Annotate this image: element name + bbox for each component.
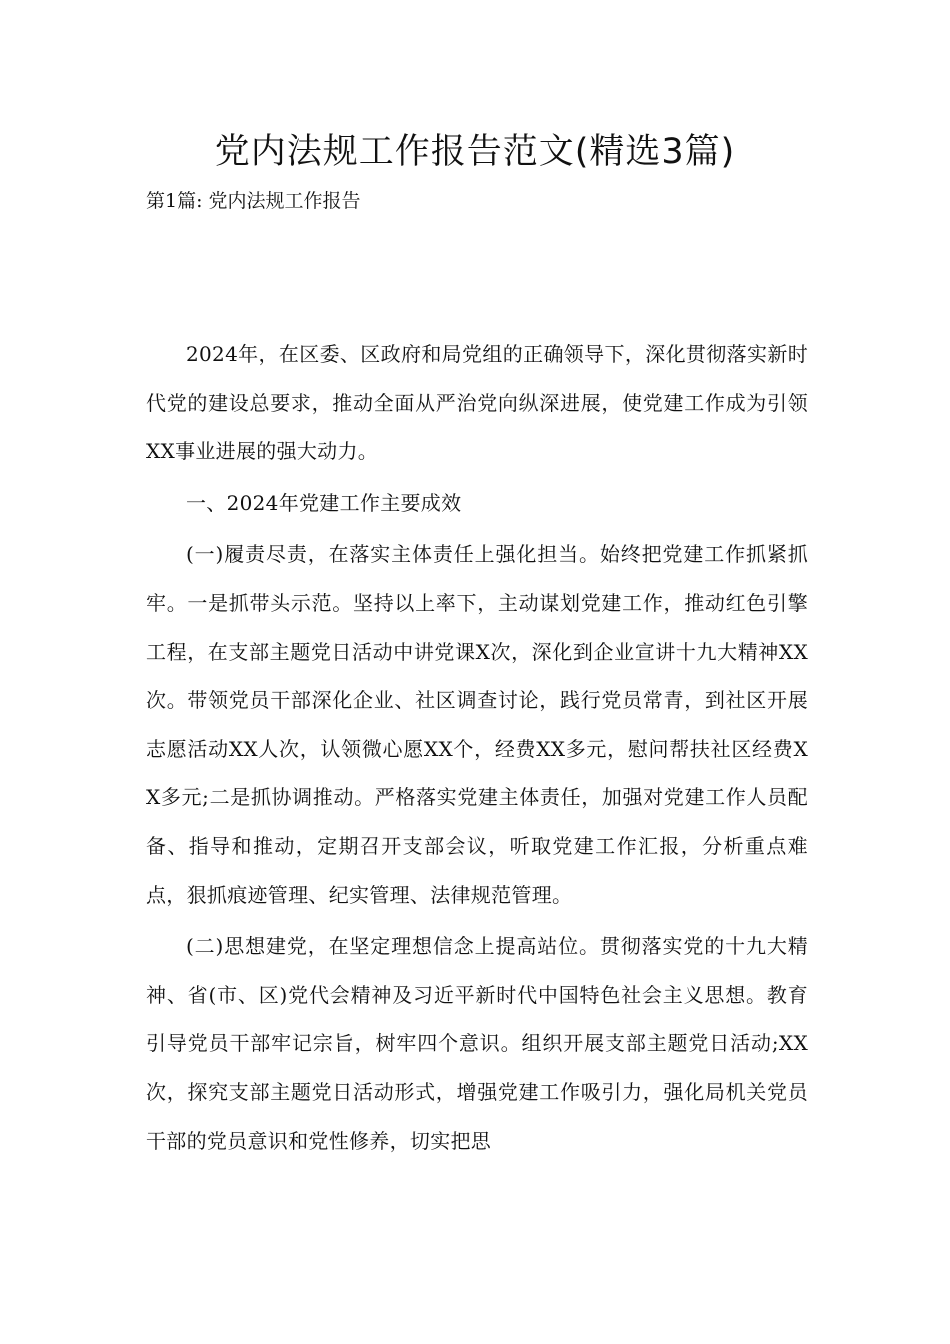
- paragraph-intro: 2024年，在区委、区政府和局党组的正确领导下，深化贯彻落实新时代党的建设总要求，推动全面从严治党向纵深进展，使党建工作成为引领XX事业进展的强大动力。: [146, 342, 808, 464]
- section-heading: 一、2024年党建工作主要成效: [186, 490, 462, 515]
- paragraph-subsection-1: (一)履责尽责，在落实主体责任上强化担当。始终把党建工作抓紧抓牢。一是抓带头示范。坚持以上率下，主动谋划党建工作，推动红色引擎工程，在支部主题党日活动中讲党课X次，深化到企业宣讲十九大精神XX次。带领党员干部深化企业、社区调查讨论，践行党员常青，到社区开展志愿活动XX人次，认领微心愿XX个，经费XX多元，慰问帮扶社区经费XX多元;二是抓协调推动。严格落实党建主体责任，加强对党建工作人员配备、指导和推动，定期召开支部会议，听取党建工作汇报，分析重点难点，狠抓痕迹管理、纪实管理、法律规范管理。: [146, 542, 808, 907]
- section-subtitle: 第1篇: 党内法规工作报告: [146, 190, 361, 212]
- document-title: 党内法规工作报告范文(精选3篇): [214, 132, 736, 172]
- paragraph-subsection-2: (二)思想建党，在坚定理想信念上提高站位。贯彻落实党的十九大精神、省(市、区)党代会精神及习近平新时代中国特色社会主义思想。教育引导党员干部牢记宗旨，树牢四个意识。组织开展支部主题党日活动;XX次，探究支部主题党日活动形式，增强党建工作吸引力，强化局机关党员干部的党员意识和党性修养，切实把思: [146, 934, 808, 1153]
- document-body: [146, 330, 808, 1168]
